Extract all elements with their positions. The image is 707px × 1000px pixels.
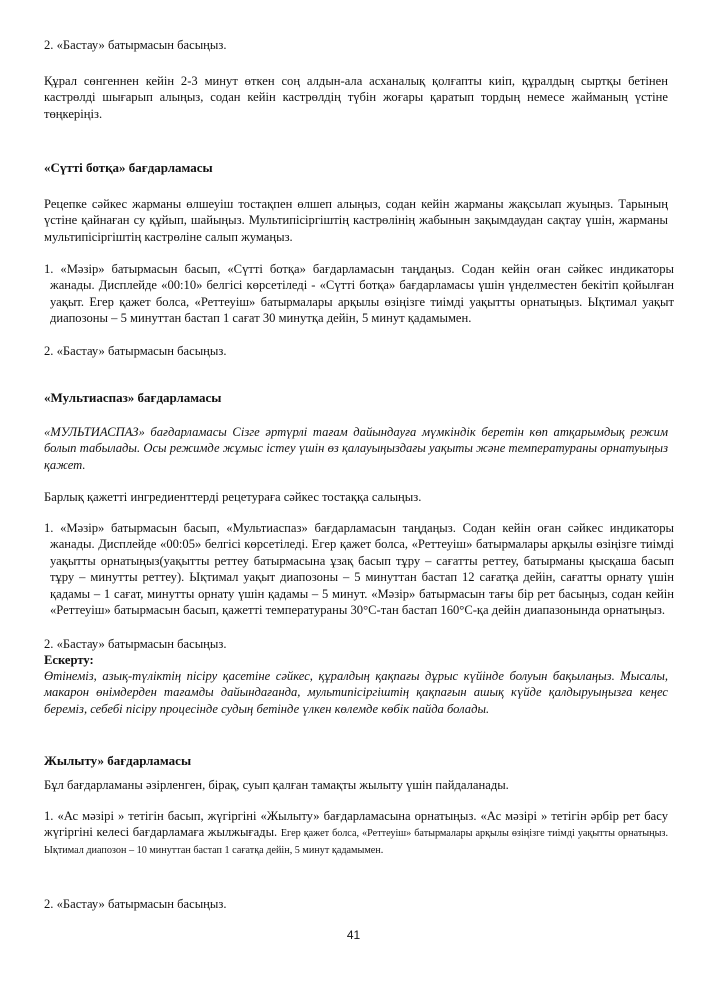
multicook-intro: «МУЛЬТИАСПАЗ» бағдарламасы Сізге әртүрлі тағам дайындауға мүмкіндік беретін көп атқарымдық режим болып табылады. Осы режимде жұмыс істеу үшін өз қалауыңыздағы уақыты және температураны орнатуыңыз қажет. (44, 425, 668, 472)
reheat-intro: Бұл бағдарламаны әзірленген, бірақ, суып қалған тамақты жылыту үшін пайдаланады. (44, 778, 509, 792)
note-text: Өтінеміз, азық-түліктің пісіру қасетіне сәйкес, құралдың қақпағы дұрыс күйінде болуын бақылаңыз. Мысалы, макарон өнімдерден тағамды дайындағанда, мультипісіргіштің қақпағын ашық күйде қалдыруыңызға кеңес береміз, себебі пісіру процесінде судың бетінде үлкен көлемде көбік пайда болады. (44, 669, 668, 716)
reheat-step-1-small: Егер қажет болса, «Реттеуіш» батырмалары арқылы өзіңізге тиімді уақытты орнатыңыз. Ықтимал диапозон – 10 минуттан бастап 1 сағатқа дейін, 5 минут қадамымен. (44, 828, 668, 856)
multicook-heading: «Мультиаспаз» бағдарламасы (44, 390, 222, 405)
reheat-step-2: 2. «Бастау» батырмасын басыңыз. (44, 897, 227, 911)
reheat-step-1 (44, 808, 668, 857)
milk-porridge-step-1: 1. «Мәзір» батырмасын басып, «Сүтті ботқа» бағдарламасын таңдаңыз. Содан кейін оған сәйкес индикаторы жанады. Дисплейде «00:10» белгісі көрсетіледі - «Сүтті ботқа» бағдарламасы үшін үнделместен бекітіп қойылған уақыт. Егер қажет болса, «Реттеуіш» батырмалары арқылы өзіңізге тиімді уақытты орнатыңыз. Ықтимал уақыт диапозоны – 5 минуттан бастап 1 сағат 30 минутқа дейін, 5 минут қадамымен. (44, 262, 674, 326)
reheat-heading: Жылыту» бағдарламасы (44, 753, 192, 768)
multicook-step-1: 1. «Мәзір» батырмасын басып, «Мультиаспаз» бағдарламасын таңдаңыз. Содан кейін оған сәйкес индикаторы жанады. Дисплейде «00:05» белгісі көрсетіледі. Егер қажет болса, «Реттеуіш» батырмалары арқылы өзіңізге тиімді уақытты орнатыңыз(уақытты реттеу батырмасына ұзақ басып тұру – сағатты реттеу, батырманы қысқаша басып тұру – минутты реттеу). Ықтимал уақыт диапозоны – 5 минуттан бастап 12 сағатқа дейін, сағатты орнату үшін қадамы – 1 сағат, минутты орнату үшін қадамы – 5 минут. «Мәзір» батырмасын тағы бір рет басыңыз, содан кейін «Реттеуіш» батырмасын басып, қажетті температураны 30°С-тан бастап 160°С-қа дейін диапазонында орнатыңыз. (44, 521, 674, 618)
step-start-1: 2. «Бастау» батырмасын басыңыз. (44, 38, 227, 52)
note-label: Ескерту: (44, 653, 94, 667)
milk-porridge-intro: Рецепке сәйкес жарманы өлшеуіш тостақпен өлшеп алыңыз, содан кейін жарманы жақсылап жуыңыз. Тарының үстіне қайнаған су құйып, шайыңыз. Мультипісіргіштің кастрөлінің жабынын зақымдаудан сақтау үшін, жарманы мультипісіргіштің кастрөліне салып жумаңыз. (44, 197, 668, 244)
milk-porridge-heading: «Сүтті ботқа» бағдарламасы (44, 160, 213, 175)
milk-porridge-step-2: 2. «Бастау» батырмасын басыңыз. (44, 344, 227, 358)
multicook-step-2: 2. «Бастау» батырмасын басыңыз. (44, 637, 227, 651)
reheat-step-1-main: 1. «Ас мәзірі » тетігін басып, жүгіргіні «Жылыту» бағдарламасына орнатыңыз. «Ас мәзірі » тетігін әрбір рет басу жүгіргіні келесі бағдарламаға жылжығады. (44, 809, 668, 840)
page-number: 41 (346, 928, 361, 942)
cooling-paragraph: Құрал сөнгеннен кейін 2-3 минут өткен соң алдын-ала асханалық қолғапты киіп, құралдың сыртқы бетінен кастрөлді шығарып алыңыз, содан кейін кастрөлдің түбін жоғары қаратып тордың немесе жайманың үстіне төңкеріңіз. (44, 74, 668, 121)
multicook-ingredients: Барлық қажетті ингредиенттерді рецетураға сәйкес тостаққа салыңыз. (44, 490, 422, 504)
